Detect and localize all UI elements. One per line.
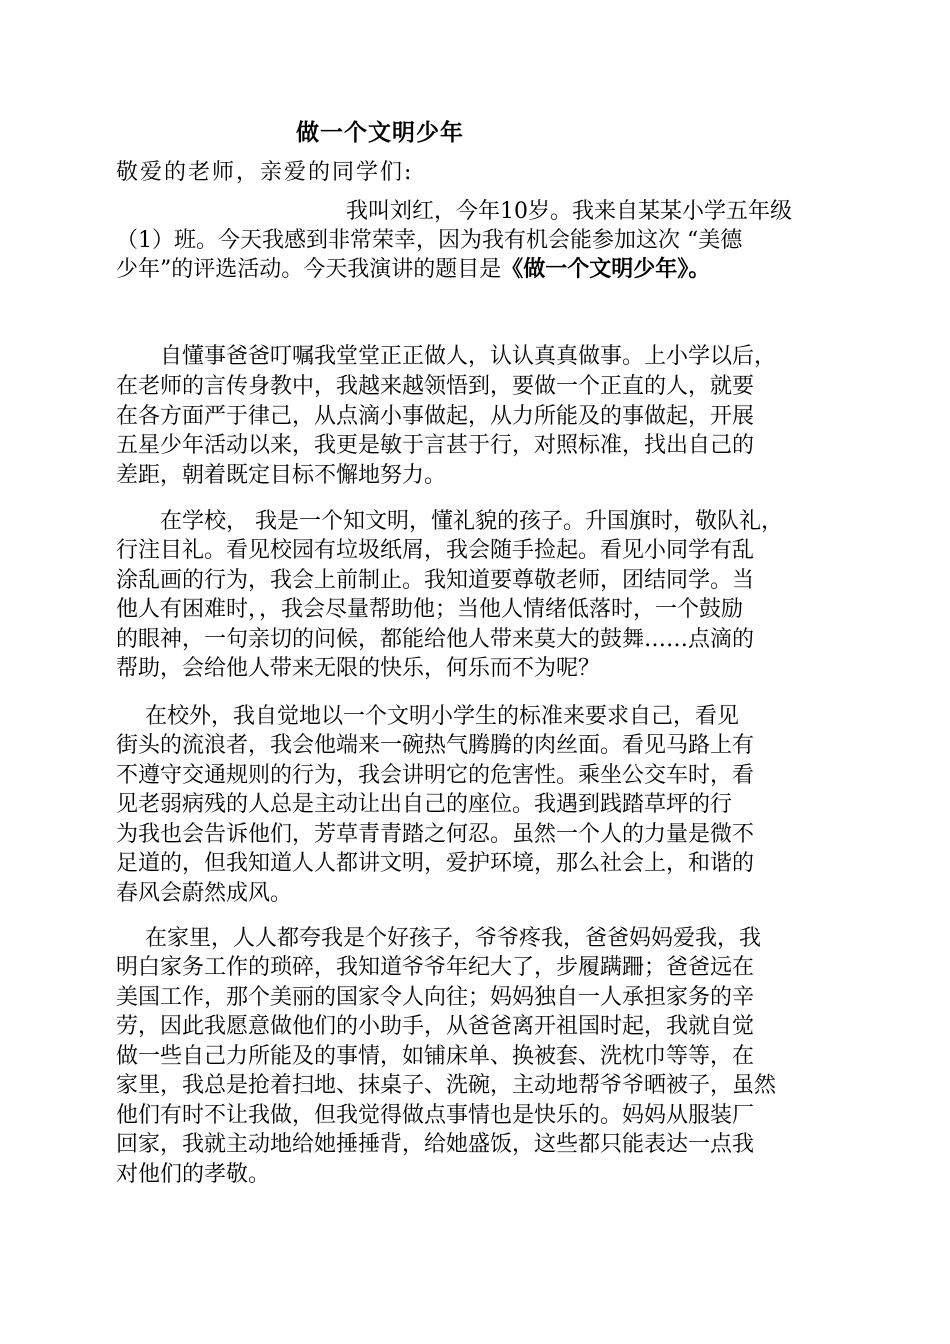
paragraph-line: 做一些自己力所能及的事情，如铺床单、换被套、洗枕巾等等，在	[116, 1044, 755, 1069]
paragraph-line: 在校外，我自觉地以一个文明小学生的标准来要求自己，看见	[116, 704, 739, 729]
paragraph-line: 他人有困难时，，我会尽量帮助他；当他人情绪低落时，一个鼓励	[116, 597, 744, 622]
greeting: 敬爱的老师，亲爱的同学们:	[116, 160, 414, 185]
paragraph-line: 见老弱病残的人总是主动让出自己的座位。我遇到践踏草坪的行	[116, 792, 733, 817]
paragraph-line: 在各方面严于律己，从点滴小事做起，从力所能及的事做起，开展	[116, 404, 755, 429]
paragraph-line: 在学校， 我是一个知文明，懂礼貌的孩子。升国旗时，敬队礼，	[116, 509, 783, 534]
paragraph-line: 在家里，人人都夸我是个好孩子，爷爷疼我，爸爸妈妈爱我，我	[116, 926, 761, 951]
paragraph-line: 他们有时不让我做，但我觉得做点事情也是快乐的。妈妈从服装厂	[116, 1103, 755, 1128]
paragraph-line: 对他们的孝敬。	[116, 1162, 271, 1187]
paragraph-line: 家里，我总是抢着扫地、抹桌子、洗碗，主动地帮爷爷晒被子，虽然	[116, 1073, 777, 1098]
paragraph-line: 美国工作，那个美丽的国家令人向往；妈妈独自一人承担家务的辛	[116, 985, 755, 1010]
paragraph-line: 行注目礼。看见校园有垃圾纸屑，我会随手捡起。看见小同学有乱	[116, 538, 755, 563]
paragraph-line: 在老师的言传身教中，我越来越领悟到，要做一个正直的人，就要	[116, 374, 755, 399]
intro-line	[116, 255, 710, 285]
paragraph-line: 涂乱画的行为，我会上前制止。我知道要尊敬老师，团结同学。当	[116, 568, 755, 593]
paragraph-line: 回家，我就主动地给她捶捶背，给她盛饭，这些都只能表达一点我	[116, 1132, 755, 1157]
intro-line: 我叫刘红，今年10岁。我来自某某小学五年级	[346, 199, 792, 224]
paragraph-line: 劳，因此我愿意做他们的小助手，从爸爸离开祖国时起，我就自觉	[116, 1014, 755, 1039]
paragraph-line: 足道的，但我知道人人都讲文明，爱护环境，那么社会上，和谐的	[116, 851, 755, 876]
paragraph-line: 帮助，会给他人带来无限的快乐，何乐而不为呢？	[116, 656, 601, 681]
paragraph-line: 的眼神，一句亲切的问候，都能给他人带来莫大的鼓舞……点滴的	[116, 627, 755, 652]
paragraph-line: 差距，朝着既定目标不懈地努力。	[116, 463, 447, 488]
paragraph-line: 五星少年活动以来，我更是敏于言甚于行，对照标准，找出自己的	[116, 433, 755, 458]
paragraph-line: 自懂事爸爸叮嘱我堂堂正正做人，认认真真做事。上小学以后，	[116, 344, 777, 369]
intro-line: （1）班。今天我感到非常荣幸，因为我有机会能参加这次 “美德	[116, 228, 743, 253]
paragraph-line: 为我也会告诉他们，芳草青青踏之何忍。虽然一个人的力量是微不	[116, 822, 755, 847]
paragraph-line: 明白家务工作的琐碎，我知道爷爷年纪大了，步履蹒跚；爸爸远在	[116, 955, 755, 980]
paragraph-line: 不遵守交通规则的行为，我会讲明它的危害性。乘坐公交车时，看	[116, 763, 755, 788]
document-title: 做一个文明少年	[296, 120, 464, 146]
paragraph-line: 街头的流浪者，我会他端来一碗热气腾腾的肉丝面。看见马路上有	[116, 733, 755, 758]
paragraph-line: 春风会蔚然成风。	[116, 881, 293, 906]
intro-text: 少年”的评选活动。今天我演讲的题目是	[116, 257, 502, 282]
speech-title-emphasis: 《做一个文明少年》。	[501, 257, 711, 282]
